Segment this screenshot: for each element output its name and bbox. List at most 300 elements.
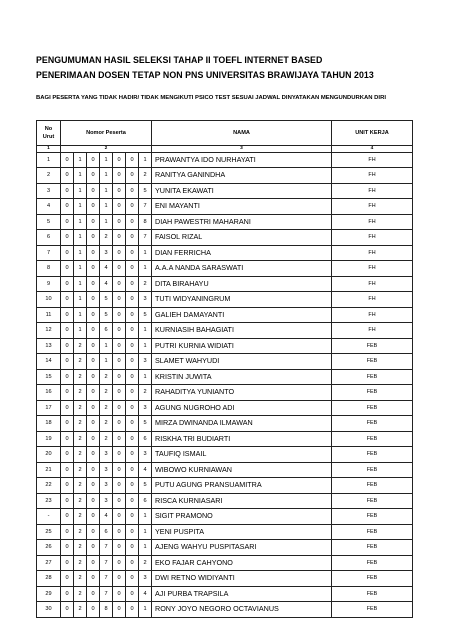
participant-number-digit: 0 [87,540,100,556]
participant-number-digit: 0 [87,369,100,385]
header-nama: NAMA [152,121,332,146]
participant-number-digit: 2 [100,230,113,246]
participant-number-digit: 0 [113,323,126,339]
participant-number-digit: 1 [139,602,152,618]
participant-number-digit: 0 [126,555,139,571]
participant-number-digit: 0 [87,602,100,618]
row-number: 3 [37,183,61,199]
participant-number-digit: 0 [61,245,74,261]
participant-number-digit: 0 [126,524,139,540]
notice-text: BAGI PESERTA YANG TIDAK HADIR/ TIDAK MENGIKUTI PSICO TEST SESUAI JADWAL DINYATAKAN MENGUNDURKAN DIRI [36,95,386,101]
unit-kerja: FEB [332,431,413,447]
participant-number-digit: 0 [126,276,139,292]
table-row [37,447,413,463]
row-number: 18 [37,416,61,432]
unit-kerja: FH [332,245,413,261]
participant-number-digit: 7 [139,199,152,215]
participant-name: MIRZA DWINANDA ILMAWAN [152,416,332,432]
participant-number-digit: 2 [74,369,87,385]
participant-number-digit: 0 [113,385,126,401]
unit-kerja: FEB [332,416,413,432]
participant-number-digit: 1 [139,369,152,385]
column-number-3: 3 [152,146,332,153]
participant-number-digit: 0 [87,323,100,339]
participant-number-digit: 0 [61,307,74,323]
participant-number-digit: 1 [139,152,152,168]
participant-number-digit: 0 [126,586,139,602]
table-row [37,540,413,556]
participant-name: AJENG WAHYU PUSPITASARI [152,540,332,556]
participant-number-digit: 7 [100,540,113,556]
participant-name: AJI PURBA TRAPSILA [152,586,332,602]
participant-number-digit: 0 [61,261,74,277]
row-number: 8 [37,261,61,277]
participant-number-digit: 0 [61,416,74,432]
participant-number-digit: 0 [87,261,100,277]
participant-number-digit: 2 [74,509,87,525]
participant-number-digit: 0 [113,183,126,199]
table-row [37,276,413,292]
participant-number-digit: 0 [87,292,100,308]
participant-name: RAHADITYA YUNIANTO [152,385,332,401]
participant-number-digit: 1 [100,199,113,215]
row-number: 16 [37,385,61,401]
row-number: 9 [37,276,61,292]
participant-number-digit: 0 [113,586,126,602]
participant-name: PUTU AGUNG PRANSUAMITRA [152,478,332,494]
participant-number-digit: 0 [113,571,126,587]
participant-number-digit: 2 [74,524,87,540]
row-number: - [37,509,61,525]
participant-number-digit: 0 [87,493,100,509]
participant-name: PRAWANTYA IDO NURHAYATI [152,152,332,168]
participant-number-digit: 0 [61,369,74,385]
header-nomor-peserta: Nomor Peserta [61,121,152,146]
participant-number-digit: 0 [61,276,74,292]
unit-kerja: FH [332,276,413,292]
participant-number-digit: 0 [126,245,139,261]
participant-number-digit: 0 [126,478,139,494]
participant-number-digit: 0 [126,462,139,478]
table-row [37,245,413,261]
unit-kerja: FEB [332,478,413,494]
unit-kerja: FH [332,199,413,215]
participant-number-digit: 5 [139,183,152,199]
participant-number-digit: 0 [126,509,139,525]
participant-name: KRISTIN JUWITA [152,369,332,385]
participant-number-digit: 2 [100,385,113,401]
participant-number-digit: 0 [87,307,100,323]
table-row [37,555,413,571]
participant-number-digit: 1 [100,338,113,354]
participant-number-digit: 2 [74,571,87,587]
participant-number-digit: 1 [74,276,87,292]
participant-name: PUTRI KURNIA WIDIATI [152,338,332,354]
participant-number-digit: 0 [126,152,139,168]
document-title-line-2: PENERIMAAN DOSEN TETAP NON PNS UNIVERSITAS BRAWIJAYA TAHUN 2013 [36,70,374,80]
participant-number-digit: 2 [74,555,87,571]
header-unit-kerja: UNIT KERJA [332,121,413,146]
participant-number-digit: 8 [100,602,113,618]
participant-number-digit: 0 [126,369,139,385]
participant-name: RISCA KURNIASARI [152,493,332,509]
participant-number-digit: 0 [126,338,139,354]
participant-name: WIBOWO KURNIAWAN [152,462,332,478]
participant-number-digit: 0 [126,199,139,215]
participant-number-digit: 1 [100,183,113,199]
participant-number-digit: 7 [139,230,152,246]
row-number: 11 [37,307,61,323]
participant-number-digit: 0 [113,354,126,370]
column-number-1: 1 [37,146,61,153]
participant-name: EKO FAJAR CAHYONO [152,555,332,571]
participant-name: DITA BIRAHAYU [152,276,332,292]
participant-number-digit: 3 [139,447,152,463]
participant-number-digit: 0 [126,354,139,370]
participant-number-digit: 0 [61,354,74,370]
participant-number-digit: 3 [100,462,113,478]
participant-number-digit: 0 [113,168,126,184]
table-row [37,168,413,184]
participant-number-digit: 8 [139,214,152,230]
unit-kerja: FH [332,214,413,230]
participant-number-digit: 0 [113,447,126,463]
participant-number-digit: 1 [100,168,113,184]
participant-number-digit: 1 [100,214,113,230]
participant-number-digit: 6 [139,431,152,447]
participant-number-digit: 0 [113,214,126,230]
participant-number-digit: 0 [87,571,100,587]
participant-number-digit: 0 [87,354,100,370]
participant-number-digit: 2 [74,478,87,494]
participant-number-digit: 0 [87,168,100,184]
row-number: 14 [37,354,61,370]
participant-number-digit: 0 [126,431,139,447]
row-number: 4 [37,199,61,215]
unit-kerja: FH [332,323,413,339]
participant-number-digit: 3 [139,354,152,370]
participant-number-digit: 0 [126,385,139,401]
participant-number-digit: 0 [61,230,74,246]
participant-number-digit: 0 [113,602,126,618]
participant-number-digit: 0 [61,447,74,463]
participant-number-digit: 0 [126,602,139,618]
participant-number-digit: 0 [113,416,126,432]
participant-number-digit: 0 [113,509,126,525]
participant-number-digit: 2 [100,369,113,385]
participant-number-digit: 5 [139,478,152,494]
participant-number-digit: 0 [61,338,74,354]
participant-number-digit: 0 [87,400,100,416]
row-number: 17 [37,400,61,416]
table-row [37,323,413,339]
participant-number-digit: 0 [113,431,126,447]
participant-name: DWI RETNO WIDIYANTI [152,571,332,587]
table-row [37,199,413,215]
row-number: 25 [37,524,61,540]
participant-number-digit: 2 [139,555,152,571]
participant-number-digit: 0 [126,493,139,509]
column-number-4: 4 [332,146,413,153]
participant-number-digit: 2 [139,276,152,292]
unit-kerja: FEB [332,400,413,416]
participant-number-digit: 1 [139,509,152,525]
participant-number-digit: 2 [74,493,87,509]
participant-number-digit: 0 [61,555,74,571]
participant-name: KURNIASIH BAHAGIATI [152,323,332,339]
participant-number-digit: 3 [100,245,113,261]
participant-number-digit: 0 [113,230,126,246]
row-number: 23 [37,493,61,509]
participant-number-digit: 2 [74,416,87,432]
participant-number-digit: 0 [61,400,74,416]
participant-number-digit: 2 [74,338,87,354]
participant-number-digit: 4 [100,261,113,277]
unit-kerja: FH [332,307,413,323]
participant-number-digit: 0 [87,245,100,261]
table-row [37,152,413,168]
participant-number-digit: 0 [113,261,126,277]
row-number: 1 [37,152,61,168]
table-row [37,230,413,246]
participant-number-digit: 6 [100,524,113,540]
row-number: 21 [37,462,61,478]
participant-number-digit: 0 [87,447,100,463]
participant-number-digit: 0 [87,524,100,540]
participant-number-digit: 0 [87,385,100,401]
participant-number-digit: 3 [139,571,152,587]
participant-number-digit: 0 [61,152,74,168]
participant-number-digit: 0 [87,416,100,432]
participant-number-digit: 1 [74,152,87,168]
participant-number-digit: 0 [61,183,74,199]
participant-number-digit: 3 [100,493,113,509]
participant-number-digit: 4 [139,462,152,478]
participant-number-digit: 0 [113,462,126,478]
participant-number-digit: 1 [139,540,152,556]
participant-number-digit: 0 [87,431,100,447]
participant-number-digit: 7 [100,555,113,571]
participant-number-digit: 5 [139,307,152,323]
participant-number-digit: 0 [87,509,100,525]
participant-name: AGUNG NUGROHO ADI [152,400,332,416]
participant-number-digit: 0 [61,168,74,184]
participant-number-digit: 0 [61,509,74,525]
table-header-row [37,121,413,146]
participant-number-digit: 3 [139,292,152,308]
participant-number-digit: 0 [126,416,139,432]
participant-name: SIGIT PRAMONO [152,509,332,525]
participant-number-digit: 0 [61,199,74,215]
row-number: 30 [37,602,61,618]
participant-number-digit: 1 [74,214,87,230]
unit-kerja: FEB [332,509,413,525]
participant-name: RONY JOYO NEGORO OCTAVIANUS [152,602,332,618]
row-number: 15 [37,369,61,385]
participant-number-digit: 1 [74,168,87,184]
unit-kerja: FEB [332,524,413,540]
participant-number-digit: 3 [100,478,113,494]
header-no-label: No [44,126,53,132]
row-number: 20 [37,447,61,463]
participant-number-digit: 0 [126,261,139,277]
participant-number-digit: 0 [113,369,126,385]
participant-number-digit: 0 [113,245,126,261]
table-row [37,571,413,587]
participant-number-digit: 0 [126,571,139,587]
unit-kerja: FH [332,168,413,184]
participant-number-digit: 1 [74,230,87,246]
participant-number-digit: 0 [113,338,126,354]
participant-number-digit: 1 [100,354,113,370]
participant-number-digit: 0 [61,540,74,556]
table-row [37,524,413,540]
participant-number-digit: 6 [139,493,152,509]
participant-number-digit: 1 [139,245,152,261]
participant-number-digit: 4 [139,586,152,602]
participant-number-digit: 0 [87,555,100,571]
unit-kerja: FEB [332,447,413,463]
participant-number-digit: 0 [113,478,126,494]
table-row [37,307,413,323]
participant-name: YENI PUSPITA [152,524,332,540]
row-number: 5 [37,214,61,230]
row-number: 29 [37,586,61,602]
participant-number-digit: 0 [61,571,74,587]
participant-number-digit: 1 [74,292,87,308]
participant-number-digit: 0 [87,214,100,230]
table-row [37,261,413,277]
participant-number-digit: 0 [126,183,139,199]
participant-number-digit: 1 [139,261,152,277]
participant-number-digit: 0 [126,292,139,308]
participant-name: RISKHA TRI BUDIARTI [152,431,332,447]
participant-number-digit: 0 [126,230,139,246]
table-row [37,416,413,432]
unit-kerja: FEB [332,602,413,618]
participant-number-digit: 1 [74,307,87,323]
participant-number-digit: 0 [126,214,139,230]
participant-name: SLAMET WAHYUDI [152,354,332,370]
participant-number-digit: 1 [74,323,87,339]
participant-number-digit: 2 [74,602,87,618]
participant-number-digit: 0 [126,323,139,339]
results-table [36,120,413,618]
row-number: 19 [37,431,61,447]
participant-number-digit: 2 [139,168,152,184]
participant-number-digit: 2 [139,385,152,401]
participant-number-digit: 0 [113,540,126,556]
participant-number-digit: 1 [74,261,87,277]
row-number: 6 [37,230,61,246]
participant-number-digit: 1 [139,323,152,339]
table-row [37,509,413,525]
participant-number-digit: 0 [126,307,139,323]
participant-name: GALIEH DAMAYANTI [152,307,332,323]
participant-name: ENI MAYANTI [152,199,332,215]
table-row [37,214,413,230]
participant-number-digit: 0 [126,400,139,416]
participant-name: A.A.A NANDA SARASWATI [152,261,332,277]
participant-number-digit: 0 [113,152,126,168]
participant-name: RANITYA GANINDHA [152,168,332,184]
row-number: 12 [37,323,61,339]
participant-number-digit: 0 [126,168,139,184]
participant-number-digit: 2 [100,416,113,432]
participant-number-digit: 0 [87,586,100,602]
participant-number-digit: 2 [74,385,87,401]
participant-name: DIAN FERRICHA [152,245,332,261]
table-row [37,478,413,494]
row-number: 28 [37,571,61,587]
participant-name: TUTI WIDYANINGRUM [152,292,332,308]
table-row [37,292,413,308]
participant-number-digit: 0 [61,602,74,618]
participant-number-digit: 0 [113,555,126,571]
table-row [37,400,413,416]
unit-kerja: FEB [332,354,413,370]
unit-kerja: FEB [332,493,413,509]
participant-number-digit: 0 [113,400,126,416]
participant-number-digit: 1 [74,199,87,215]
participant-number-digit: 3 [100,447,113,463]
participant-name: FAISOL RIZAL [152,230,332,246]
participant-number-digit: 4 [100,276,113,292]
header-urut-label: Urut [42,134,55,140]
table-row [37,369,413,385]
unit-kerja: FEB [332,571,413,587]
table-row [37,354,413,370]
row-number: 13 [37,338,61,354]
participant-number-digit: 2 [74,400,87,416]
participant-number-digit: 2 [74,431,87,447]
participant-number-digit: 0 [61,524,74,540]
table-row [37,338,413,354]
unit-kerja: FEB [332,540,413,556]
participant-number-digit: 0 [61,385,74,401]
unit-kerja: FH [332,292,413,308]
unit-kerja: FEB [332,338,413,354]
participant-number-digit: 4 [100,509,113,525]
participant-number-digit: 0 [61,292,74,308]
participant-number-digit: 2 [74,462,87,478]
participant-number-digit: 0 [87,183,100,199]
participant-number-digit: 0 [87,276,100,292]
participant-number-digit: 0 [113,199,126,215]
participant-number-digit: 0 [61,478,74,494]
column-number-2: 2 [61,146,152,153]
participant-number-digit: 6 [100,323,113,339]
participant-number-digit: 2 [74,586,87,602]
row-number: 22 [37,478,61,494]
unit-kerja: FEB [332,369,413,385]
participant-number-digit: 0 [126,447,139,463]
participant-name: YUNITA EKAWATI [152,183,332,199]
participant-number-digit: 1 [139,524,152,540]
participant-number-digit: 0 [61,214,74,230]
participant-number-digit: 0 [61,431,74,447]
row-number: 27 [37,555,61,571]
participant-number-digit: 0 [126,540,139,556]
participant-number-digit: 0 [87,230,100,246]
row-number: 10 [37,292,61,308]
unit-kerja: FEB [332,462,413,478]
participant-number-digit: 5 [100,307,113,323]
participant-name: TAUFIQ ISMAIL [152,447,332,463]
participant-number-digit: 1 [100,152,113,168]
participant-number-digit: 2 [74,354,87,370]
participant-number-digit: 0 [113,493,126,509]
